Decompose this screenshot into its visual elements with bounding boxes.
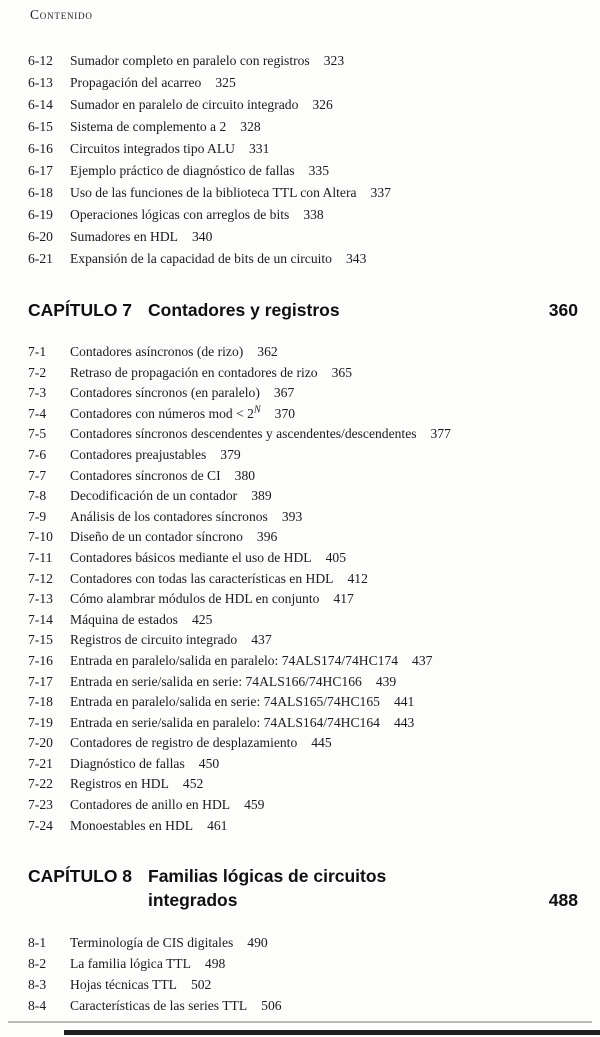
entry-title: Entrada en paralelo/salida en serie: 74ALS165/74HC165 bbox=[70, 694, 380, 710]
running-header: Contenido bbox=[30, 7, 93, 22]
entry-title-wrap bbox=[70, 953, 578, 974]
entry-title-wrap bbox=[70, 733, 578, 754]
toc-entry-group bbox=[28, 342, 578, 836]
entry-title: Diseño de un contador síncrono bbox=[70, 529, 243, 545]
entry-page: 461 bbox=[207, 817, 228, 833]
entry-number: 7-1 bbox=[28, 344, 47, 359]
entry-title: Propagación del acarreo bbox=[70, 75, 202, 90]
bottom-rule-thin bbox=[8, 1021, 592, 1023]
toc-entry-row bbox=[28, 226, 578, 248]
toc-entry-row bbox=[28, 733, 578, 754]
entry-title-wrap bbox=[70, 116, 578, 138]
entry-page: 337 bbox=[370, 185, 391, 200]
toc-entry-row bbox=[28, 486, 578, 507]
entry-page: 450 bbox=[198, 755, 220, 771]
entry-page: 405 bbox=[325, 549, 346, 565]
entry-title-wrap bbox=[70, 692, 578, 713]
entry-title: Contadores preajustables bbox=[70, 446, 207, 462]
toc-entry-row bbox=[28, 445, 578, 466]
entry-title: Hojas técnicas TTL bbox=[70, 977, 177, 993]
entry-number: 7-3 bbox=[28, 385, 47, 401]
entry-title-wrap bbox=[70, 50, 578, 72]
toc-entry-row bbox=[28, 774, 578, 795]
entry-title-wrap bbox=[70, 713, 578, 734]
toc-entry-row bbox=[28, 182, 578, 204]
toc-entry-row bbox=[28, 995, 578, 1016]
chapter-label: CAPÍTULO 7 bbox=[28, 300, 133, 320]
entry-page: 377 bbox=[430, 426, 451, 442]
entry-number: 6-17 bbox=[28, 163, 53, 178]
entry-page: 323 bbox=[323, 53, 345, 68]
entry-number: 7-22 bbox=[28, 776, 53, 792]
toc-entry-row bbox=[28, 692, 578, 713]
entry-title-wrap bbox=[70, 160, 578, 182]
entry-title: Sumador en paralelo de circuito integrado bbox=[70, 97, 299, 112]
toc-entry-row bbox=[28, 651, 578, 672]
entry-page: 328 bbox=[240, 119, 261, 134]
entry-title-wrap bbox=[70, 974, 578, 995]
toc-entry-row bbox=[28, 116, 578, 138]
entry-title: Sumador completo en paralelo con registros bbox=[70, 53, 310, 68]
entry-page: 362 bbox=[257, 344, 278, 359]
toc-entry-row bbox=[28, 754, 578, 775]
bottom-rule-thick bbox=[64, 1030, 600, 1035]
entry-page: 445 bbox=[311, 735, 332, 751]
entry-number: 7-15 bbox=[28, 632, 53, 648]
entry-page: 452 bbox=[182, 776, 204, 792]
toc-entry-row bbox=[28, 50, 578, 72]
entry-number: 7-17 bbox=[28, 673, 53, 689]
entry-number: 7-2 bbox=[28, 364, 47, 380]
entry-title: Entrada en serie/salida en paralelo: 74ALS164/74HC164 bbox=[70, 714, 380, 730]
entry-number: 7-24 bbox=[28, 817, 53, 833]
toc-entry-row bbox=[28, 713, 578, 734]
toc-entry-row bbox=[28, 248, 578, 270]
entry-title: Contadores síncronos descendentes y ascendentes/descendentes bbox=[70, 426, 417, 442]
toc-entry-row bbox=[28, 363, 578, 384]
entry-number: 7-19 bbox=[28, 714, 53, 730]
entry-number: 8-2 bbox=[28, 956, 47, 972]
entry-page: 367 bbox=[273, 385, 295, 401]
toc-entry-row bbox=[28, 94, 578, 116]
entry-title: Contadores de registro de desplazamiento bbox=[70, 735, 298, 751]
toc-entry-row bbox=[28, 953, 578, 974]
entry-title: Características de las series TTL bbox=[70, 998, 248, 1014]
entry-page: 439 bbox=[375, 673, 397, 689]
entry-title-wrap bbox=[70, 672, 578, 693]
entry-title-wrap bbox=[70, 816, 578, 837]
entry-number: 6-14 bbox=[28, 97, 53, 112]
entry-number: 7-7 bbox=[28, 467, 47, 483]
entry-title-wrap bbox=[70, 630, 578, 651]
entry-page: 325 bbox=[215, 75, 236, 90]
toc-entry-group bbox=[28, 932, 578, 1016]
entry-title: Operaciones lógicas con arreglos de bits bbox=[70, 207, 290, 222]
entry-title: Contadores síncronos de CI bbox=[70, 467, 221, 483]
entry-number: 6-18 bbox=[28, 185, 53, 200]
toc-entry-row bbox=[28, 466, 578, 487]
entry-title: Terminología de CIS digitales bbox=[70, 935, 234, 951]
entry-title: La familia lógica TTL bbox=[70, 956, 191, 972]
chapter-title bbox=[148, 298, 537, 322]
entry-title-wrap bbox=[70, 486, 578, 507]
entry-page: 365 bbox=[331, 364, 352, 380]
entry-title: Cómo alambrar módulos de HDL en conjunto bbox=[70, 591, 320, 607]
entry-title-wrap bbox=[70, 424, 578, 445]
entry-number: 7-4 bbox=[28, 405, 47, 421]
toc-entry-row bbox=[28, 404, 578, 425]
entry-title-wrap bbox=[70, 466, 578, 487]
chapter-title bbox=[148, 864, 537, 912]
entry-page: 331 bbox=[249, 141, 270, 156]
entry-title: Retraso de propagación en contadores de rizo bbox=[70, 364, 318, 380]
entry-title-wrap bbox=[70, 589, 578, 610]
entry-title: Contadores asíncronos (de rizo) bbox=[70, 344, 244, 359]
entry-number: 6-15 bbox=[28, 119, 53, 134]
entry-title-wrap bbox=[70, 795, 578, 816]
entry-number: 7-6 bbox=[28, 446, 47, 462]
entry-page: 441 bbox=[393, 694, 415, 710]
entry-title: Contadores con números mod < 2 bbox=[70, 405, 254, 421]
entry-page: 443 bbox=[393, 714, 415, 730]
entry-title: Diagnóstico de fallas bbox=[70, 755, 185, 771]
toc-entry-row bbox=[28, 527, 578, 548]
entry-title: Decodificación de un contador bbox=[70, 488, 238, 504]
entry-title-wrap bbox=[70, 72, 578, 94]
chapter-title-line1: Familias lógicas de circuitos bbox=[148, 866, 387, 887]
entry-title-sup: N bbox=[253, 404, 261, 416]
entry-title-wrap bbox=[70, 507, 578, 528]
entry-title-wrap bbox=[70, 404, 578, 425]
toc-entry-row bbox=[28, 589, 578, 610]
chapter-title-line1: Contadores y registros bbox=[148, 300, 340, 320]
toc-entry-row bbox=[28, 816, 578, 837]
entry-page: 396 bbox=[256, 529, 278, 545]
entry-title-wrap bbox=[70, 204, 578, 226]
entry-page: 417 bbox=[333, 591, 354, 607]
entry-page: 490 bbox=[247, 935, 268, 951]
entry-title: Entrada en serie/salida en serie: 74ALS166/74HC166 bbox=[70, 673, 362, 689]
toc-entry-row bbox=[28, 795, 578, 816]
toc-entry-row bbox=[28, 630, 578, 651]
entry-title-wrap bbox=[70, 610, 578, 631]
chapter-title-line2: integrados bbox=[148, 890, 238, 911]
entry-title: Entrada en paralelo/salida en paralelo: 74ALS174/74HC174 bbox=[70, 652, 399, 668]
entry-number: 7-12 bbox=[28, 570, 53, 586]
entry-page: 379 bbox=[220, 446, 241, 462]
entry-title-wrap bbox=[70, 774, 578, 795]
entry-title: Expansión de la capacidad de bits de un circuito bbox=[70, 251, 332, 266]
toc-chapter-row bbox=[28, 864, 578, 912]
entry-page: 437 bbox=[251, 632, 272, 648]
toc-entry-row bbox=[28, 342, 578, 363]
entry-number: 7-5 bbox=[28, 426, 47, 442]
entry-number: 8-4 bbox=[28, 998, 47, 1014]
entry-title: Máquina de estados bbox=[70, 611, 178, 627]
toc-entry-row bbox=[28, 204, 578, 226]
entry-title: Ejemplo práctico de diagnóstico de fallas bbox=[70, 163, 295, 178]
entry-title-wrap bbox=[70, 226, 578, 248]
entry-title-wrap bbox=[70, 651, 578, 672]
entry-page: 380 bbox=[234, 467, 256, 483]
entry-title: Contadores con todas las características en HDL bbox=[70, 570, 334, 586]
entry-title: Registros en HDL bbox=[70, 776, 169, 792]
entry-title: Uso de las funciones de la biblioteca TTL con Altera bbox=[70, 185, 357, 200]
entry-title: Monoestables en HDL bbox=[70, 817, 194, 833]
entry-title-wrap bbox=[70, 527, 578, 548]
entry-page: 502 bbox=[190, 977, 212, 993]
entry-title-wrap bbox=[70, 363, 578, 384]
entry-title-wrap bbox=[70, 138, 578, 160]
entry-number: 7-13 bbox=[28, 591, 53, 607]
entry-number: 8-3 bbox=[28, 977, 47, 993]
entry-page: 506 bbox=[261, 998, 282, 1014]
entry-number: 6-16 bbox=[28, 141, 53, 156]
entry-page: 498 bbox=[204, 956, 226, 972]
entry-page: 393 bbox=[281, 508, 303, 524]
entry-number: 7-18 bbox=[28, 694, 53, 710]
entry-title-wrap bbox=[70, 94, 578, 116]
entry-title-wrap bbox=[70, 754, 578, 775]
toc-entry-row bbox=[28, 548, 578, 569]
toc-entry-row bbox=[28, 424, 578, 445]
entry-title: Análisis de los contadores síncronos bbox=[70, 508, 268, 524]
entry-page: 425 bbox=[191, 611, 213, 627]
entry-number: 7-23 bbox=[28, 797, 53, 813]
entry-page: 459 bbox=[244, 797, 265, 813]
entry-number: 6-12 bbox=[28, 53, 53, 68]
entry-title: Sistema de complemento a 2 bbox=[70, 119, 227, 134]
entry-page: 338 bbox=[303, 207, 324, 222]
toc-entry-group bbox=[28, 50, 578, 270]
entry-page: 437 bbox=[412, 652, 433, 668]
entry-title-wrap bbox=[70, 548, 578, 569]
entry-number: 8-1 bbox=[28, 935, 47, 951]
entry-title: Contadores de anillo en HDL bbox=[70, 797, 231, 813]
entry-number: 7-8 bbox=[28, 488, 47, 504]
entry-page: 370 bbox=[274, 405, 296, 421]
entry-number: 6-20 bbox=[28, 229, 53, 244]
entry-title: Contadores síncronos (en paralelo) bbox=[70, 385, 260, 401]
entry-number: 6-19 bbox=[28, 207, 53, 222]
entry-title: Registros de circuito integrado bbox=[70, 632, 238, 648]
entry-page: 340 bbox=[191, 229, 213, 244]
entry-title: Sumadores en HDL bbox=[70, 229, 178, 244]
toc-entry-row bbox=[28, 932, 578, 953]
entry-title-wrap bbox=[70, 445, 578, 466]
entry-title-wrap bbox=[70, 995, 578, 1016]
entry-title: Contadores básicos mediante el uso de HDL bbox=[70, 549, 312, 565]
chapter-page: 488 bbox=[548, 890, 578, 911]
toc-entry-row bbox=[28, 569, 578, 590]
toc-entry-row bbox=[28, 138, 578, 160]
toc-entry-row bbox=[28, 974, 578, 995]
entry-title: Circuitos integrados tipo ALU bbox=[70, 141, 235, 156]
entry-title-wrap bbox=[70, 932, 578, 953]
entry-page: 326 bbox=[312, 97, 333, 112]
entry-title-wrap bbox=[70, 383, 578, 404]
entry-page: 343 bbox=[345, 251, 367, 266]
entry-page: 335 bbox=[308, 163, 329, 178]
chapter-label: CAPÍTULO 8 bbox=[28, 866, 133, 887]
toc bbox=[28, 50, 578, 1016]
entry-number: 7-16 bbox=[28, 652, 53, 668]
entry-number: 6-13 bbox=[28, 75, 53, 90]
toc-entry-row bbox=[28, 672, 578, 693]
entry-title-wrap bbox=[70, 569, 578, 590]
toc-chapter-row bbox=[28, 298, 578, 322]
entry-number: 7-20 bbox=[28, 735, 53, 751]
entry-title-wrap bbox=[70, 182, 578, 204]
entry-title-wrap bbox=[70, 342, 578, 363]
entry-number: 7-14 bbox=[28, 611, 53, 627]
entry-number: 6-21 bbox=[28, 251, 53, 266]
entry-page: 412 bbox=[347, 570, 368, 586]
entry-page: 389 bbox=[251, 488, 272, 504]
toc-entry-row bbox=[28, 610, 578, 631]
entry-title-wrap bbox=[70, 248, 578, 270]
chapter-page: 360 bbox=[548, 300, 578, 320]
entry-number: 7-9 bbox=[28, 508, 47, 524]
toc-entry-row bbox=[28, 507, 578, 528]
toc-entry-row bbox=[28, 72, 578, 94]
toc-entry-row bbox=[28, 160, 578, 182]
entry-number: 7-10 bbox=[28, 529, 53, 545]
entry-number: 7-21 bbox=[28, 755, 53, 771]
toc-entry-row bbox=[28, 383, 578, 404]
entry-number: 7-11 bbox=[28, 549, 53, 565]
